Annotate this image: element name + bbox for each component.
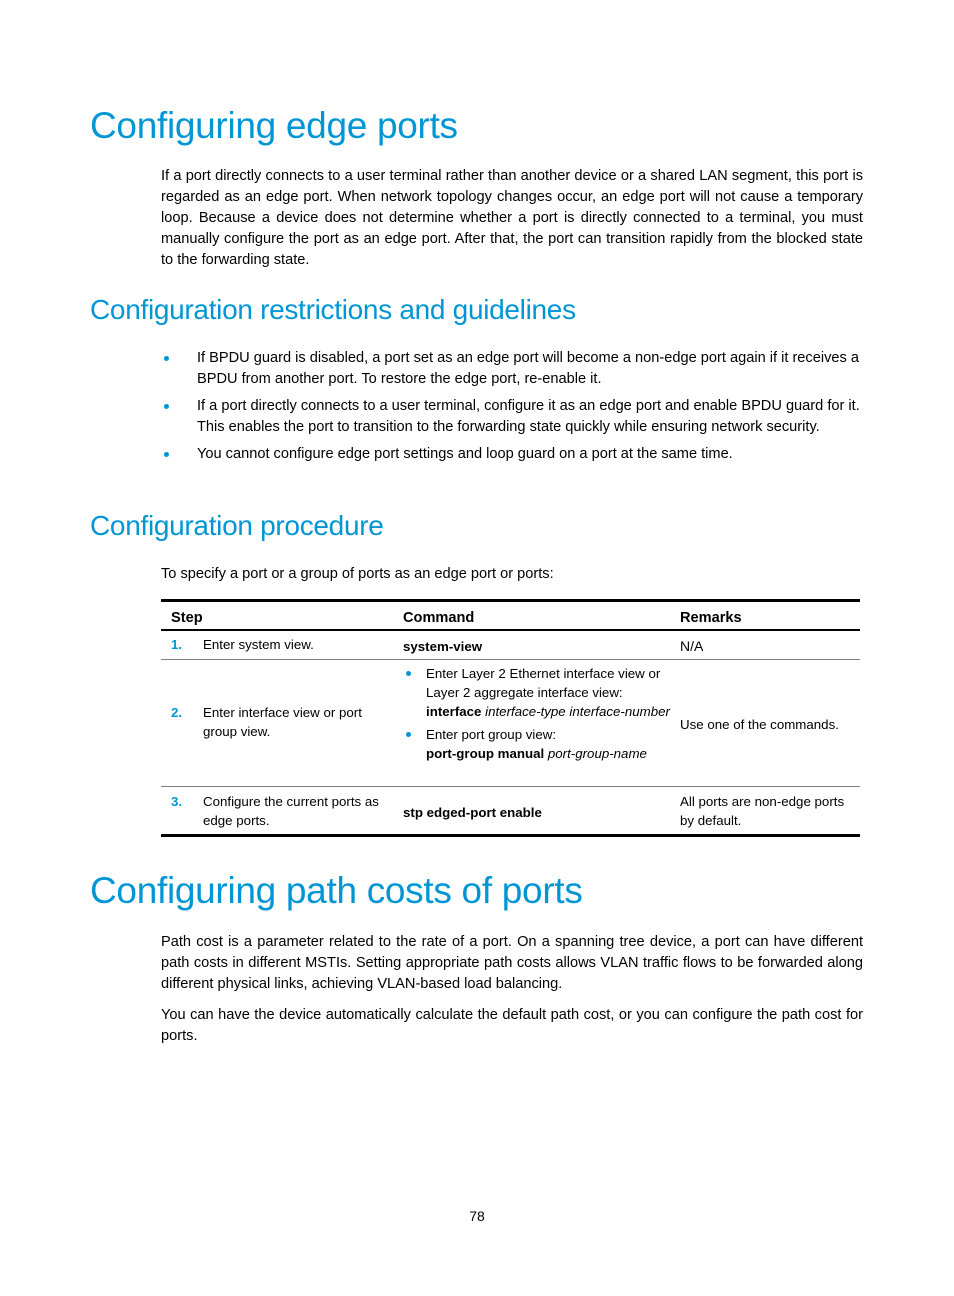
path-costs-paragraph-2: You can have the device automatically calculate the default path cost, or you can configure the path cost for ports. [161, 1007, 863, 1044]
step-number: 3. [171, 794, 183, 809]
command-keyword: port-group manual [426, 746, 545, 761]
header-remarks: Remarks [680, 610, 742, 626]
bullet-icon [164, 452, 169, 457]
procedure-intro: To specify a port or a group of ports as an edge port or ports: [161, 566, 554, 582]
table-top-rule [161, 599, 860, 602]
step-description: Configure the current ports as edge ports. [203, 794, 379, 828]
bullet-icon [406, 671, 411, 676]
restrictions-list [161, 348, 863, 471]
list-item: You cannot configure edge port settings and loop guard on a port at the same time. [161, 444, 863, 465]
step-description: Enter system view. [203, 637, 314, 652]
section-title-path-costs: Configuring path costs of ports [90, 870, 583, 911]
row-divider [161, 786, 860, 787]
subsection-title-procedure: Configuration procedure [90, 510, 384, 541]
command-text: stp edged-port enable [403, 805, 542, 820]
remarks-text: All ports are non-edge ports by default. [680, 794, 845, 828]
list-item: Enter port group view: port-group manual port-group-name [403, 725, 673, 763]
step-number: 1. [171, 637, 183, 652]
step-number: 2. [171, 705, 183, 720]
table-bottom-rule [161, 834, 860, 837]
list-item: If a port directly connects to a user terminal, configure it as an edge port and enable BPDU guard for it. This enables the port to transition to the forwarding state quickly while ensuring network security. [161, 396, 863, 438]
header-step: Step [171, 610, 203, 626]
command-keyword: interface [426, 704, 482, 719]
header-rule [161, 629, 860, 631]
command-argument: port-group-name [547, 746, 647, 761]
path-costs-paragraph-1: Path cost is a parameter related to the rate of a port. On a spanning tree device, a port can have different path costs in different MSTIs. Setting appropriate path costs allows VLAN traffic flows to be forwarded along different physical links, achieving VLAN-based load balancing. [161, 934, 863, 992]
list-item: Enter Layer 2 Ethernet interface view or Layer 2 aggregate interface view: interface interface-type interface-number [403, 664, 673, 721]
remarks-text: N/A [680, 638, 704, 654]
remarks-text: Use one of the commands. [680, 717, 839, 732]
bullet-icon [164, 404, 169, 409]
edge-ports-paragraph: If a port directly connects to a user terminal rather than another device or a shared LAN segment, this port is regarded as an edge port. When network topology changes occur, an edge port will not cause a temporary loop. Because a device does not determine whether a port is directly connected to a terminal, you must manually configure the port as an edge port. After that, the port can transition rapidly from the blocked state to the forwarding state. [161, 168, 863, 268]
bullet-icon [406, 732, 411, 737]
header-command: Command [403, 610, 475, 626]
subsection-title-restrictions: Configuration restrictions and guidelines [90, 294, 576, 325]
command-argument: interface-type interface-number [485, 704, 670, 719]
list-item: If BPDU guard is disabled, a port set as an edge port will become a non-edge port again if it receives a BPDU from another port. To restore the edge port, re-enable it. [161, 348, 863, 390]
step-description: Enter interface view or port group view. [203, 705, 362, 739]
command-options [403, 664, 673, 767]
bullet-icon [164, 356, 169, 361]
section-title-edge-ports: Configuring edge ports [90, 105, 458, 146]
row-divider [161, 659, 860, 660]
command-text: system-view [403, 639, 483, 654]
page-number: 78 [469, 1208, 485, 1224]
